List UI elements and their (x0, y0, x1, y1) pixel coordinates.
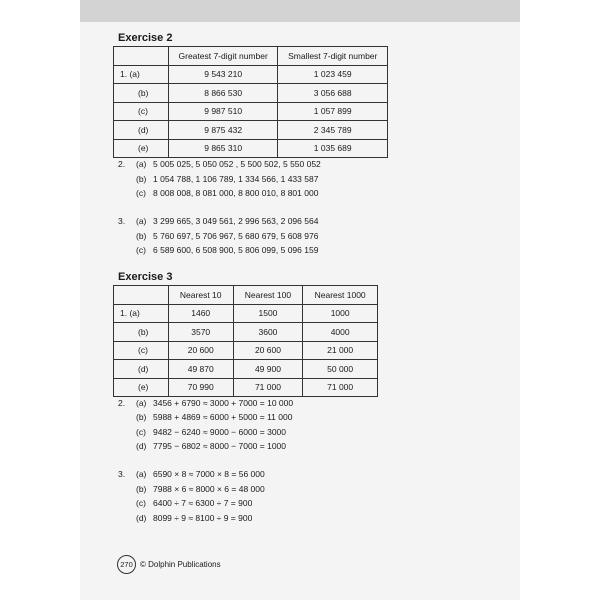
table-cell: 1 023 459 (278, 65, 388, 84)
part-label: (d) (136, 441, 147, 451)
table-cell: 71 000 (303, 378, 378, 397)
part-label: (a) (136, 159, 147, 169)
question-line (136, 243, 318, 257)
exercise-2-table (113, 46, 388, 158)
question-number: 3. (118, 469, 126, 479)
exercise-2-title: Exercise 2 (118, 32, 173, 44)
answer-text: 3 299 665, 3 049 561, 2 996 563, 2 096 564 (153, 216, 319, 226)
table-header-row (114, 286, 378, 305)
row-label: 1. (a) (114, 304, 169, 323)
part-label: (b) (136, 174, 147, 184)
table-cell: 9 865 310 (168, 139, 278, 158)
table-cell: 49 900 (233, 360, 303, 379)
table-row (114, 378, 378, 397)
table-row (114, 323, 378, 342)
part-label: (a) (136, 398, 147, 408)
part-label: (c) (136, 245, 146, 255)
table-cell: 49 870 (168, 360, 233, 379)
row-label: (c) (114, 341, 169, 360)
row-label: (b) (114, 84, 169, 103)
table-header-cell: Nearest 1000 (303, 286, 378, 305)
page-header-band (80, 0, 520, 22)
row-label: (d) (114, 360, 169, 379)
table-header-cell (114, 286, 169, 305)
answer-text: 3456 + 6790 ≈ 3000 + 7000 = 10 000 (153, 398, 294, 408)
part-label: (d) (136, 513, 147, 523)
table-row (114, 360, 378, 379)
table-cell: 71 000 (233, 378, 303, 397)
page-footer (117, 556, 221, 573)
table-header-cell: Nearest 10 (168, 286, 233, 305)
question-line (118, 157, 321, 171)
row-label: (e) (114, 378, 169, 397)
question-line (136, 496, 252, 510)
table-cell: 9 987 510 (168, 102, 278, 121)
question-number: 3. (118, 216, 126, 226)
table-cell: 21 000 (303, 341, 378, 360)
answer-text: 1 054 788, 1 106 789, 1 334 566, 1 433 587 (153, 174, 319, 184)
table-row (114, 84, 388, 103)
table-cell: 3 056 688 (278, 84, 388, 103)
table-cell: 70 990 (168, 378, 233, 397)
table-cell: 1460 (168, 304, 233, 323)
exercise-3-title: Exercise 3 (118, 271, 173, 283)
table-cell: 20 600 (168, 341, 233, 360)
question-line (136, 410, 292, 424)
publisher-credit: © Dolphin Publications (140, 560, 221, 569)
question-line (136, 172, 318, 186)
row-label: (b) (114, 323, 169, 342)
table-header-cell: Nearest 100 (233, 286, 303, 305)
table-row (114, 65, 388, 84)
table-cell: 4000 (303, 323, 378, 342)
part-label: (b) (136, 484, 147, 494)
question-line (136, 425, 286, 439)
table-cell: 50 000 (303, 360, 378, 379)
question-line (136, 482, 265, 496)
part-label: (a) (136, 216, 147, 226)
answer-text: 9482 − 6240 ≈ 9000 − 6000 = 3000 (153, 427, 286, 437)
part-label: (c) (136, 188, 146, 198)
table-cell: 9 543 210 (168, 65, 278, 84)
table-cell: 1500 (233, 304, 303, 323)
question-line (136, 186, 318, 200)
table-cell: 2 345 789 (278, 121, 388, 140)
answer-text: 5 005 025, 5 050 052 , 5 500 502, 5 550 052 (153, 159, 321, 169)
table-header-cell (114, 47, 169, 66)
table-row (114, 139, 388, 158)
question-line (118, 214, 318, 228)
answer-text: 5 760 697, 5 706 967, 5 680 679, 5 608 976 (153, 231, 319, 241)
table-cell: 3600 (233, 323, 303, 342)
question-line (136, 439, 286, 453)
table-header-cell: Greatest 7-digit number (168, 47, 278, 66)
answer-text: 6 589 600, 6 508 900, 5 806 099, 5 096 159 (153, 245, 319, 255)
table-row (114, 304, 378, 323)
page-number: 270 (117, 555, 136, 574)
table-cell: 20 600 (233, 341, 303, 360)
row-label: (d) (114, 121, 169, 140)
question-number: 2. (118, 159, 126, 169)
table-cell: 3570 (168, 323, 233, 342)
table-header-row (114, 47, 388, 66)
table-row (114, 341, 378, 360)
table-header-cell: Smallest 7-digit number (278, 47, 388, 66)
table-cell: 8 866 530 (168, 84, 278, 103)
table-cell: 1 057 899 (278, 102, 388, 121)
table-row (114, 102, 388, 121)
part-label: (b) (136, 231, 147, 241)
answer-text: 8099 ÷ 9 ≈ 8100 ÷ 9 = 900 (153, 513, 253, 523)
answer-text: 5988 + 4869 ≈ 6000 + 5000 = 11 000 (153, 412, 293, 422)
table-cell: 9 875 432 (168, 121, 278, 140)
row-label: (c) (114, 102, 169, 121)
table-cell: 1000 (303, 304, 378, 323)
question-line (118, 396, 293, 410)
exercise-3-table (113, 285, 378, 397)
answer-text: 7988 × 6 ≈ 8000 × 6 = 48 000 (153, 484, 265, 494)
part-label: (c) (136, 427, 146, 437)
part-label: (c) (136, 498, 146, 508)
answer-text: 6590 × 8 ≈ 7000 × 8 = 56 000 (153, 469, 265, 479)
part-label: (a) (136, 469, 147, 479)
table-row (114, 121, 388, 140)
row-label: 1. (a) (114, 65, 169, 84)
part-label: (b) (136, 412, 147, 422)
question-number: 2. (118, 398, 126, 408)
answer-text: 6400 ÷ 7 ≈ 6300 ÷ 7 = 900 (153, 498, 253, 508)
question-line (118, 467, 265, 481)
question-line (136, 229, 318, 243)
answer-text: 7795 − 6802 ≈ 8000 − 7000 = 1000 (153, 441, 286, 451)
row-label: (e) (114, 139, 169, 158)
question-line (136, 511, 252, 525)
answer-text: 8 008 008, 8 081 000, 8 800 010, 8 801 000 (153, 188, 319, 198)
table-cell: 1 035 689 (278, 139, 388, 158)
